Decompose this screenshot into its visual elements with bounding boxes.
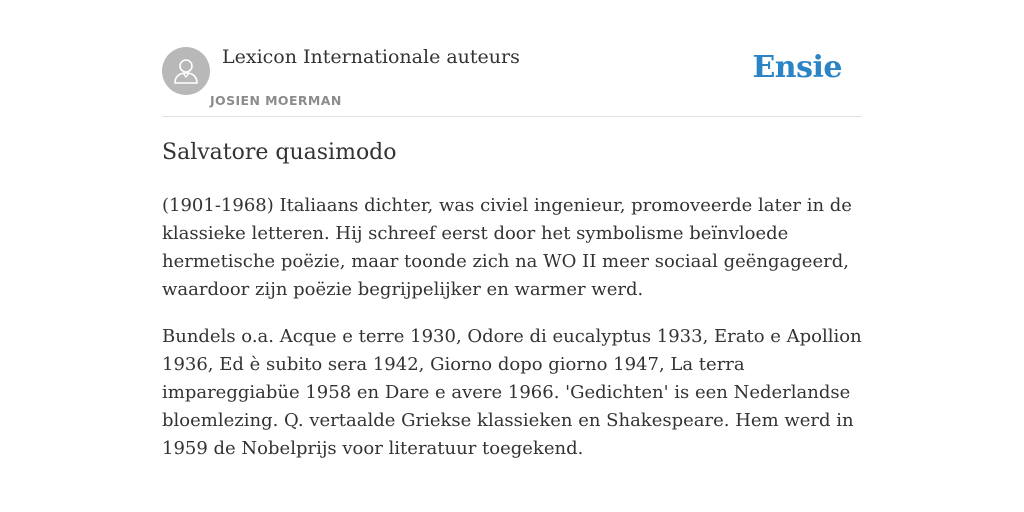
entry-title: Salvatore quasimodo (162, 140, 397, 165)
author-name[interactable]: JOSIEN MOERMAN (210, 93, 342, 108)
user-icon (172, 56, 200, 86)
entry-paragraph-2: Bundels o.a. Acque e terre 1930, Odore di eucalyptus 1933, Erato e Apollion 1936, Ed è subito sera 1942, Giorno dopo giorno 1947, La terra impareggiabüe 1958 en Dare e avere 1966. 'Gedichten' is een Nederlandse bloemlezing. Q. vertaalde Griekse klassieken en Shakespeare. Hem werd in 1959 de Nobelprijs voor literatuur toegekend. (162, 326, 862, 459)
lexicon-title[interactable]: Lexicon Internationale auteurs (222, 46, 520, 68)
page-header (162, 0, 862, 117)
entry-paragraph-1: (1901-1968) Italiaans dichter, was civiel ingenieur, promoveerde later in de klassieke letteren. Hij schreef eerst door het symbolisme beïnvloede hermetische poëzie, maar toonde zich na WO II meer sociaal geëngageerd, waardoor zijn poëzie begrijpelijker en warmer werd. (162, 195, 852, 300)
brand-logo[interactable]: Ensie (752, 50, 842, 85)
avatar[interactable] (162, 47, 210, 95)
article-page (162, 0, 862, 459)
